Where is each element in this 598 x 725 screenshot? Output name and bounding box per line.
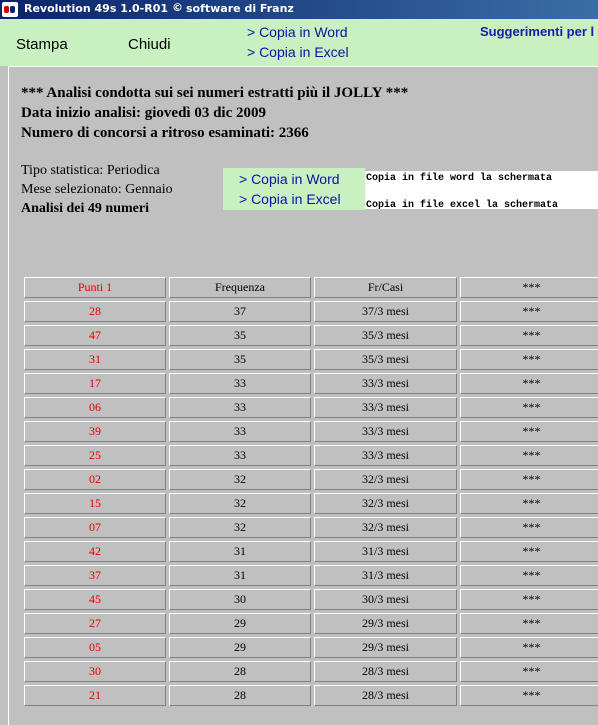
fr-casi-cell: 32/3 mesi xyxy=(314,493,457,514)
copy-excel-button[interactable]: > Copia in Excel xyxy=(239,191,341,207)
report-panel xyxy=(8,66,598,725)
copy-excel-description: Copia in file excel la schermata xyxy=(366,200,559,211)
table-row xyxy=(24,469,598,490)
number-cell: 31 xyxy=(24,349,166,370)
number-cell: 27 xyxy=(24,613,166,634)
extra-cell: *** xyxy=(460,469,598,490)
extra-cell: *** xyxy=(460,661,598,682)
fr-casi-cell: 28/3 mesi xyxy=(314,685,457,706)
extra-cell: *** xyxy=(460,445,598,466)
table-row xyxy=(24,685,598,706)
numbers-analyzed: Analisi dei 49 numeri xyxy=(21,201,149,216)
extra-cell: *** xyxy=(460,541,598,562)
extra-cell: *** xyxy=(460,373,598,394)
extra-cell: *** xyxy=(460,637,598,658)
table-row xyxy=(24,493,598,514)
fr-casi-cell: 37/3 mesi xyxy=(314,301,457,322)
number-cell: 39 xyxy=(24,421,166,442)
fr-casi-cell: 35/3 mesi xyxy=(314,349,457,370)
fr-casi-cell: 33/3 mesi xyxy=(314,445,457,466)
number-cell: 28 xyxy=(24,301,166,322)
copyright-icon: © xyxy=(172,1,183,14)
number-cell: 15 xyxy=(24,493,166,514)
frequency-cell: 30 xyxy=(169,589,311,610)
extra-cell: *** xyxy=(460,421,598,442)
copy-excel-link[interactable]: > Copia in Excel xyxy=(247,44,349,60)
table-body xyxy=(24,301,598,706)
extra-cell: *** xyxy=(460,685,598,706)
copy-word-description: Copia in file word la schermata xyxy=(366,173,553,184)
frequency-cell: 33 xyxy=(169,373,311,394)
frequency-cell: 33 xyxy=(169,445,311,466)
stat-type: Tipo statistica: Periodica xyxy=(21,163,160,178)
fr-casi-cell: 29/3 mesi xyxy=(314,613,457,634)
table-row xyxy=(24,637,598,658)
frequency-cell: 32 xyxy=(169,493,311,514)
number-cell: 06 xyxy=(24,397,166,418)
fr-casi-cell: 29/3 mesi xyxy=(314,637,457,658)
table-row xyxy=(24,445,598,466)
frequency-cell: 31 xyxy=(169,541,311,562)
fr-casi-cell: 33/3 mesi xyxy=(314,421,457,442)
number-cell: 45 xyxy=(24,589,166,610)
frequency-cell: 31 xyxy=(169,565,311,586)
table-row xyxy=(24,373,598,394)
frequency-cell: 37 xyxy=(169,301,311,322)
table-row xyxy=(24,541,598,562)
fr-casi-cell: 32/3 mesi xyxy=(314,469,457,490)
table-row xyxy=(24,517,598,538)
frequency-cell: 29 xyxy=(169,613,311,634)
frequency-cell: 33 xyxy=(169,397,311,418)
frequency-cell: 28 xyxy=(169,661,311,682)
copy-description-box xyxy=(365,171,598,209)
window-titlebar xyxy=(0,0,598,19)
fr-casi-cell: 33/3 mesi xyxy=(314,373,457,394)
frequency-cell: 28 xyxy=(169,685,311,706)
draws-examined: Numero di concorsi a ritroso esaminati: 2366 xyxy=(21,125,309,141)
fr-casi-cell: 33/3 mesi xyxy=(314,397,457,418)
copy-word-link[interactable]: > Copia in Word xyxy=(247,24,348,40)
number-cell: 47 xyxy=(24,325,166,346)
table-row xyxy=(24,325,598,346)
frequency-cell: 29 xyxy=(169,637,311,658)
frequency-cell: 33 xyxy=(169,421,311,442)
header-extra: *** xyxy=(460,277,598,298)
fr-casi-cell: 31/3 mesi xyxy=(314,565,457,586)
selected-month: Mese selezionato: Gennaio xyxy=(21,182,173,197)
extra-cell: *** xyxy=(460,325,598,346)
extra-cell: *** xyxy=(460,397,598,418)
table-row xyxy=(24,589,598,610)
header-fr-casi: Fr/Casi xyxy=(314,277,457,298)
number-cell: 07 xyxy=(24,517,166,538)
copy-panel xyxy=(223,168,365,210)
header-punti: Punti 1 xyxy=(24,277,166,298)
app-icon xyxy=(2,2,18,17)
number-cell: 30 xyxy=(24,661,166,682)
table-row xyxy=(24,565,598,586)
toolbar xyxy=(0,19,598,66)
number-cell: 02 xyxy=(24,469,166,490)
author-text: software di Franz xyxy=(186,2,294,15)
fr-casi-cell: 31/3 mesi xyxy=(314,541,457,562)
extra-cell: *** xyxy=(460,301,598,322)
extra-cell: *** xyxy=(460,589,598,610)
table-header-row xyxy=(24,277,598,298)
window-title: Revolution 49s 1.0-R01 xyxy=(24,2,169,15)
fr-casi-cell: 35/3 mesi xyxy=(314,325,457,346)
frequency-cell: 35 xyxy=(169,325,311,346)
frequency-table-container xyxy=(21,274,598,709)
frequency-cell: 32 xyxy=(169,517,311,538)
fr-casi-cell: 28/3 mesi xyxy=(314,661,457,682)
extra-cell: *** xyxy=(460,517,598,538)
analysis-title: *** Analisi condotta sui sei numeri estratti più il JOLLY *** xyxy=(21,85,409,101)
extra-cell: *** xyxy=(460,565,598,586)
analysis-start-date: Data inizio analisi: giovedì 03 dic 2009 xyxy=(21,105,267,121)
table-row xyxy=(24,301,598,322)
frequency-cell: 35 xyxy=(169,349,311,370)
extra-cell: *** xyxy=(460,613,598,634)
header-frequenza: Frequenza xyxy=(169,277,311,298)
fr-casi-cell: 30/3 mesi xyxy=(314,589,457,610)
number-cell: 37 xyxy=(24,565,166,586)
suggestions-link[interactable]: Suggerimenti per l xyxy=(480,24,595,39)
table-row xyxy=(24,397,598,418)
number-cell: 25 xyxy=(24,445,166,466)
table-row xyxy=(24,421,598,442)
extra-cell: *** xyxy=(460,349,598,370)
table-row xyxy=(24,349,598,370)
frequency-cell: 32 xyxy=(169,469,311,490)
table-row xyxy=(24,613,598,634)
number-cell: 42 xyxy=(24,541,166,562)
table-row xyxy=(24,661,598,682)
close-button[interactable]: Chiudi xyxy=(128,36,171,53)
number-cell: 21 xyxy=(24,685,166,706)
extra-cell: *** xyxy=(460,493,598,514)
number-cell: 05 xyxy=(24,637,166,658)
number-cell: 17 xyxy=(24,373,166,394)
print-button[interactable]: Stampa xyxy=(16,36,68,53)
copy-word-button[interactable]: > Copia in Word xyxy=(239,171,340,187)
fr-casi-cell: 32/3 mesi xyxy=(314,517,457,538)
frequency-table xyxy=(21,274,598,709)
